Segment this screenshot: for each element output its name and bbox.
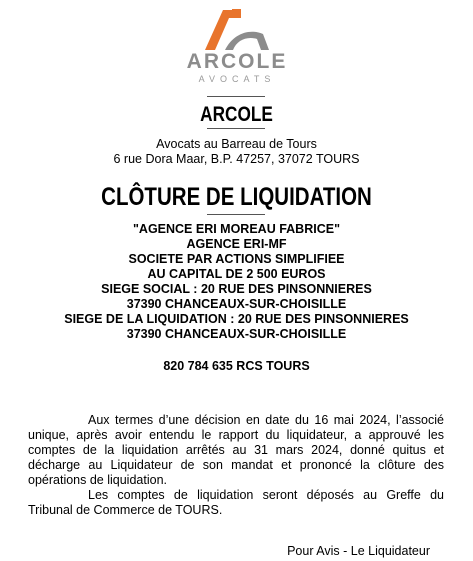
firm-name: ARCOLE xyxy=(200,103,273,126)
decision-paragraph: Aux termes d’une décision en date du 16 mai 2024, l’associé unique, après avoir entendu le rapport du liquidateur, a approuvé les comptes de la liquidation arrêtés au 31 mars 2024, donné quitus et décharge au Liquidateur de son mandat et prononcé la clôture des opérations de liquidation. xyxy=(28,413,444,487)
company-line: SIEGE DE LA LIQUIDATION : 20 RUE DES PINSONNIERES xyxy=(64,312,409,326)
firm-address: 6 rue Dora Maar, B.P. 47257, 37072 TOURS xyxy=(113,152,360,166)
company-line: AGENCE ERI-MF xyxy=(186,237,287,251)
divider xyxy=(207,96,265,97)
arcole-logo xyxy=(181,4,293,94)
deposit-paragraph: Les comptes de liquidation seront déposés au Greffe du Tribunal de Commerce de TOURS. xyxy=(28,488,444,517)
logo-name: ARCOLE xyxy=(186,50,288,73)
company-line: AU CAPITAL DE 2 500 EUROS xyxy=(147,267,326,281)
company-line: 37390 CHANCEAUX-SUR-CHOISILLE xyxy=(126,297,347,311)
company-line: SOCIETE PAR ACTIONS SIMPLIFIEE xyxy=(128,252,345,266)
firm-description: Avocats au Barreau de Tours xyxy=(156,137,317,151)
company-line: 37390 CHANCEAUX-SUR-CHOISILLE xyxy=(126,327,347,341)
rcs-number: 820 784 635 RCS TOURS xyxy=(163,359,310,373)
company-line: "AGENCE ERI MOREAU FABRICE" xyxy=(132,222,340,236)
signature: Pour Avis - Le Liquidateur xyxy=(287,544,430,558)
company-line: SIEGE SOCIAL : 20 RUE DES PINSONNIERES xyxy=(101,282,372,296)
divider xyxy=(207,128,265,129)
logo-subtitle: AVOCATS xyxy=(198,74,276,84)
arcole-logo-mark-icon xyxy=(199,4,275,50)
notice-title: CLÔTURE DE LIQUIDATION xyxy=(101,183,372,211)
divider xyxy=(207,214,265,215)
